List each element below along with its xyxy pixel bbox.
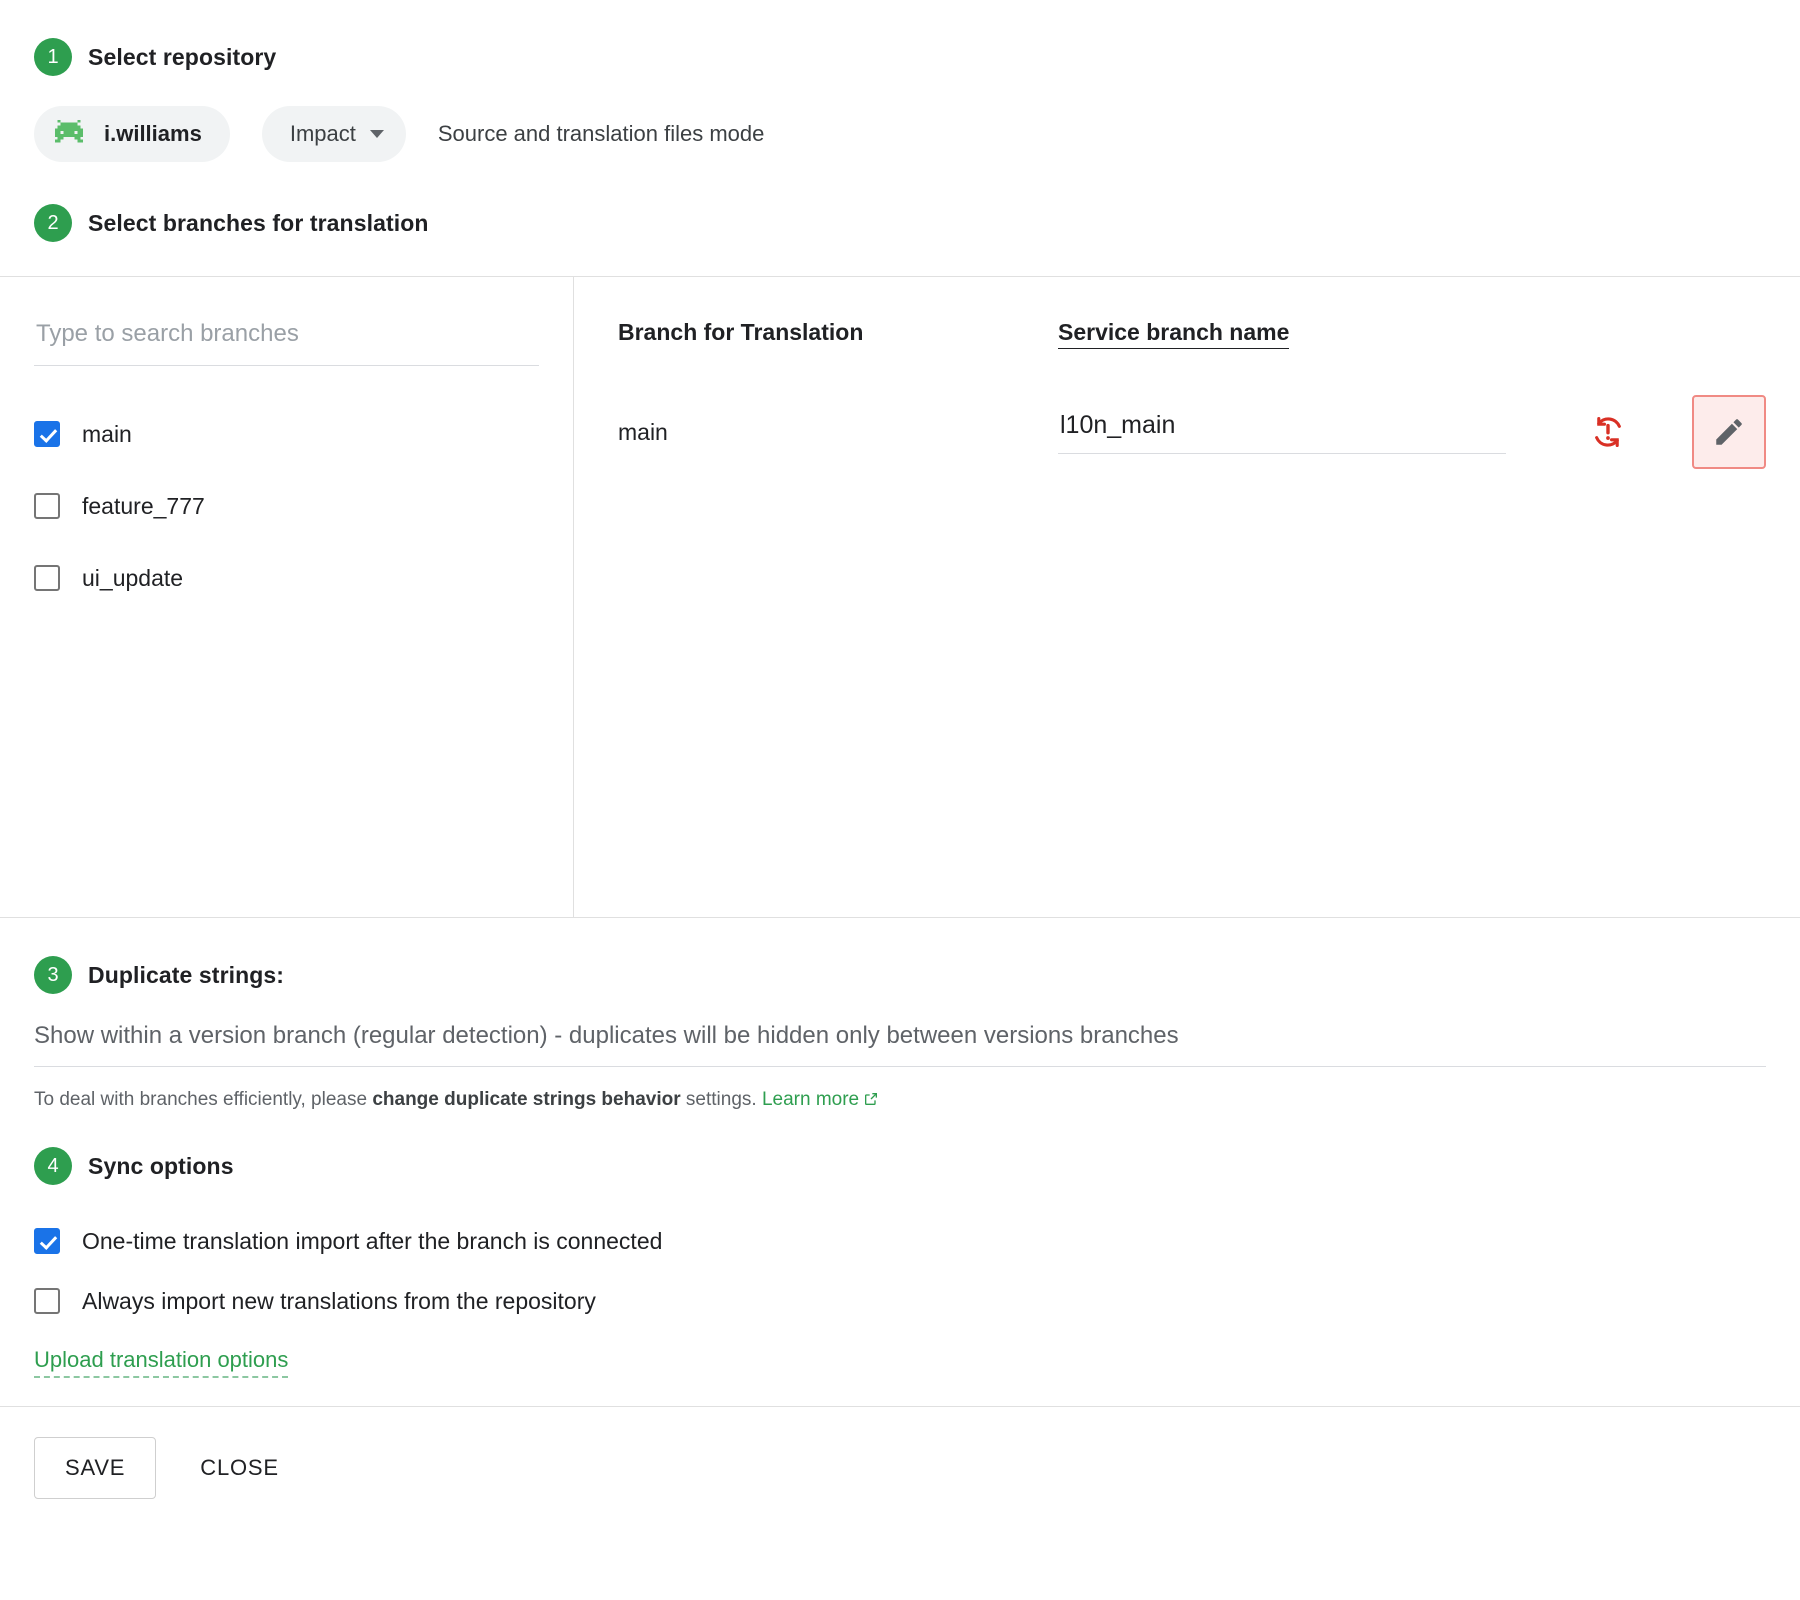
service-branch-name-input[interactable] <box>1058 410 1506 441</box>
branch-item-main[interactable] <box>34 398 539 470</box>
step-3-title: Duplicate strings: <box>88 961 285 988</box>
branch-checkbox-list <box>34 398 539 614</box>
column-header-branch: Branch for Translation <box>618 319 864 345</box>
section-sync-options <box>0 1113 1800 1378</box>
avatar-icon <box>50 115 88 153</box>
branch-label: ui_update <box>82 564 184 591</box>
step-2-header <box>0 204 1800 242</box>
branch-checkbox-ui-update[interactable] <box>34 565 60 591</box>
branch-checkbox-main[interactable] <box>34 421 60 447</box>
branch-item-feature[interactable] <box>34 470 539 542</box>
external-link-icon <box>863 1091 879 1113</box>
upload-translation-options-link[interactable]: Upload translation options <box>34 1347 288 1378</box>
account-name: i.williams <box>104 121 202 146</box>
step-2-title: Select branches for translation <box>88 209 429 236</box>
sync-option-checkbox-one-time[interactable] <box>34 1228 60 1254</box>
close-button[interactable]: CLOSE <box>178 1437 301 1499</box>
section-duplicate-strings <box>0 918 1800 1113</box>
branch-item-ui-update[interactable] <box>34 542 539 614</box>
repository-row <box>34 106 1766 162</box>
service-branch-name-field[interactable] <box>1058 410 1506 454</box>
step-4-badge: 4 <box>34 1147 72 1185</box>
sync-option-label: One-time translation import after the branch is connected <box>82 1227 663 1254</box>
hint-suffix: settings. <box>680 1089 762 1110</box>
account-chip[interactable] <box>34 106 230 162</box>
sync-problem-icon[interactable] <box>1586 410 1630 454</box>
dialog-footer <box>0 1406 1800 1499</box>
sync-option-one-time[interactable] <box>34 1211 1766 1271</box>
step-3-header <box>34 956 1766 994</box>
branch-label: feature_777 <box>82 492 205 519</box>
column-header-service-branch: Service branch name <box>1058 319 1289 349</box>
branch-search-wrap <box>34 319 539 366</box>
sync-option-always-import[interactable] <box>34 1271 1766 1331</box>
files-mode-text: Source and translation files mode <box>437 121 765 146</box>
sync-option-label: Always import new translations from the repository <box>82 1287 596 1314</box>
step-4-header <box>34 1147 1766 1185</box>
edit-service-branch-button[interactable] <box>1692 395 1766 469</box>
sync-option-list <box>34 1211 1766 1331</box>
project-select-value: Impact <box>289 121 356 146</box>
step-2-badge: 2 <box>34 204 72 242</box>
branch-selection-panel <box>0 276 1800 918</box>
sync-option-checkbox-always-import[interactable] <box>34 1288 60 1314</box>
duplicate-strings-hint <box>34 1089 1766 1113</box>
step-1-header <box>34 38 1766 76</box>
section-select-repository <box>0 0 1800 162</box>
step-1-title: Select repository <box>88 43 277 70</box>
search-branches-input[interactable] <box>34 319 539 349</box>
hint-bold: change duplicate strings behavior <box>372 1089 681 1110</box>
learn-more-link[interactable]: Learn more <box>761 1089 860 1110</box>
project-select[interactable] <box>262 106 406 162</box>
row-branch-name: main <box>618 418 668 445</box>
step-4-title: Sync options <box>88 1152 234 1179</box>
step-1-badge: 1 <box>34 38 72 76</box>
row-actions <box>1586 395 1766 469</box>
branch-label: main <box>82 420 132 447</box>
branch-checkbox-feature[interactable] <box>34 493 60 519</box>
table-header <box>618 319 1766 349</box>
chevron-down-icon <box>370 130 384 138</box>
save-button[interactable]: SAVE <box>34 1437 156 1499</box>
table-row <box>618 395 1766 469</box>
duplicate-strings-select[interactable]: Show within a version branch (regular detection) - duplicates will be hidden only between versions branches <box>34 1022 1766 1067</box>
step-3-badge: 3 <box>34 956 72 994</box>
translation-branch-table <box>574 277 1800 917</box>
branch-list-panel <box>0 277 574 917</box>
hint-prefix: To deal with branches efficiently, please <box>34 1089 373 1110</box>
